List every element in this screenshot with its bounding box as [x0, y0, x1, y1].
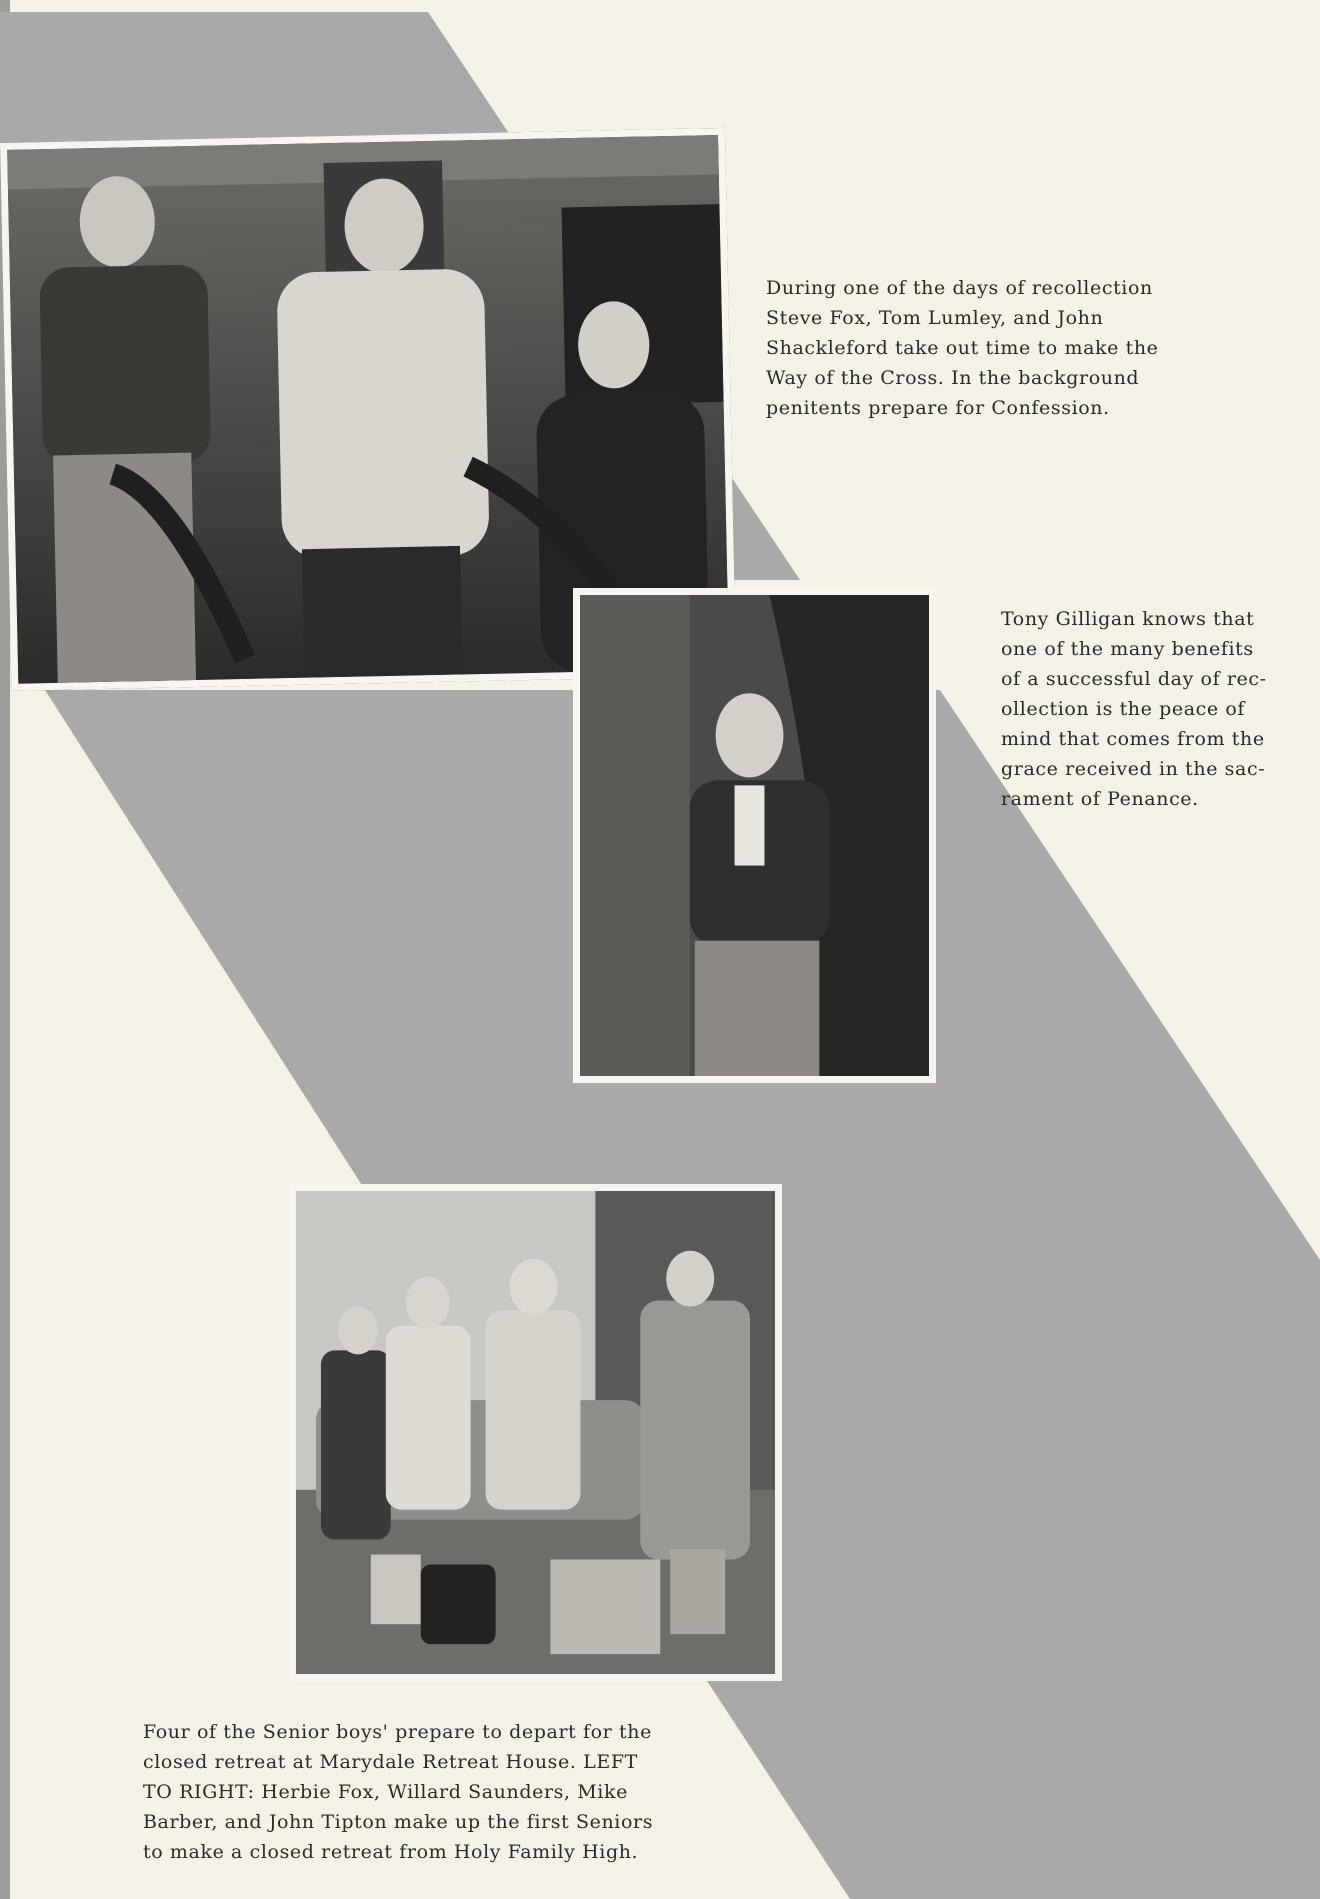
caption-line: mind that comes from the [1001, 728, 1265, 750]
photo-penance [573, 588, 936, 1083]
caption-line: to make a closed retreat from Holy Family High. [143, 1841, 639, 1863]
caption-way-of-the-cross [766, 273, 1159, 423]
caption-penance [1001, 604, 1267, 814]
caption-line: Four of the Senior boys' prepare to depart for the [143, 1721, 652, 1743]
caption-line: one of the many benefits [1001, 638, 1254, 660]
photo-retreat-departure-image [296, 1191, 775, 1674]
caption-line: Tony Gilligan knows that [1001, 608, 1255, 630]
caption-line: of a successful day of rec- [1001, 668, 1267, 690]
caption-line: Barber, and John Tipton make up the first Seniors [143, 1811, 654, 1833]
caption-retreat-departure [143, 1717, 653, 1867]
caption-line: penitents prepare for Confession. [766, 397, 1110, 419]
caption-line: Shackleford take out time to make the [766, 337, 1159, 359]
photo-retreat-departure [289, 1184, 782, 1681]
caption-line: grace received in the sac- [1001, 758, 1266, 780]
caption-line: ollection is the peace of [1001, 698, 1246, 720]
caption-line: rament of Penance. [1001, 788, 1199, 810]
caption-line: TO RIGHT: Herbie Fox, Willard Saunders, Mike [143, 1781, 628, 1803]
caption-line: Steve Fox, Tom Lumley, and John [766, 307, 1104, 329]
caption-line: Way of the Cross. In the background [766, 367, 1140, 389]
top-band [0, 12, 520, 150]
caption-line: During one of the days of recollection [766, 277, 1153, 299]
caption-line: closed retreat at Marydale Retreat House. LEFT [143, 1751, 638, 1773]
photo-penance-image [580, 595, 929, 1076]
